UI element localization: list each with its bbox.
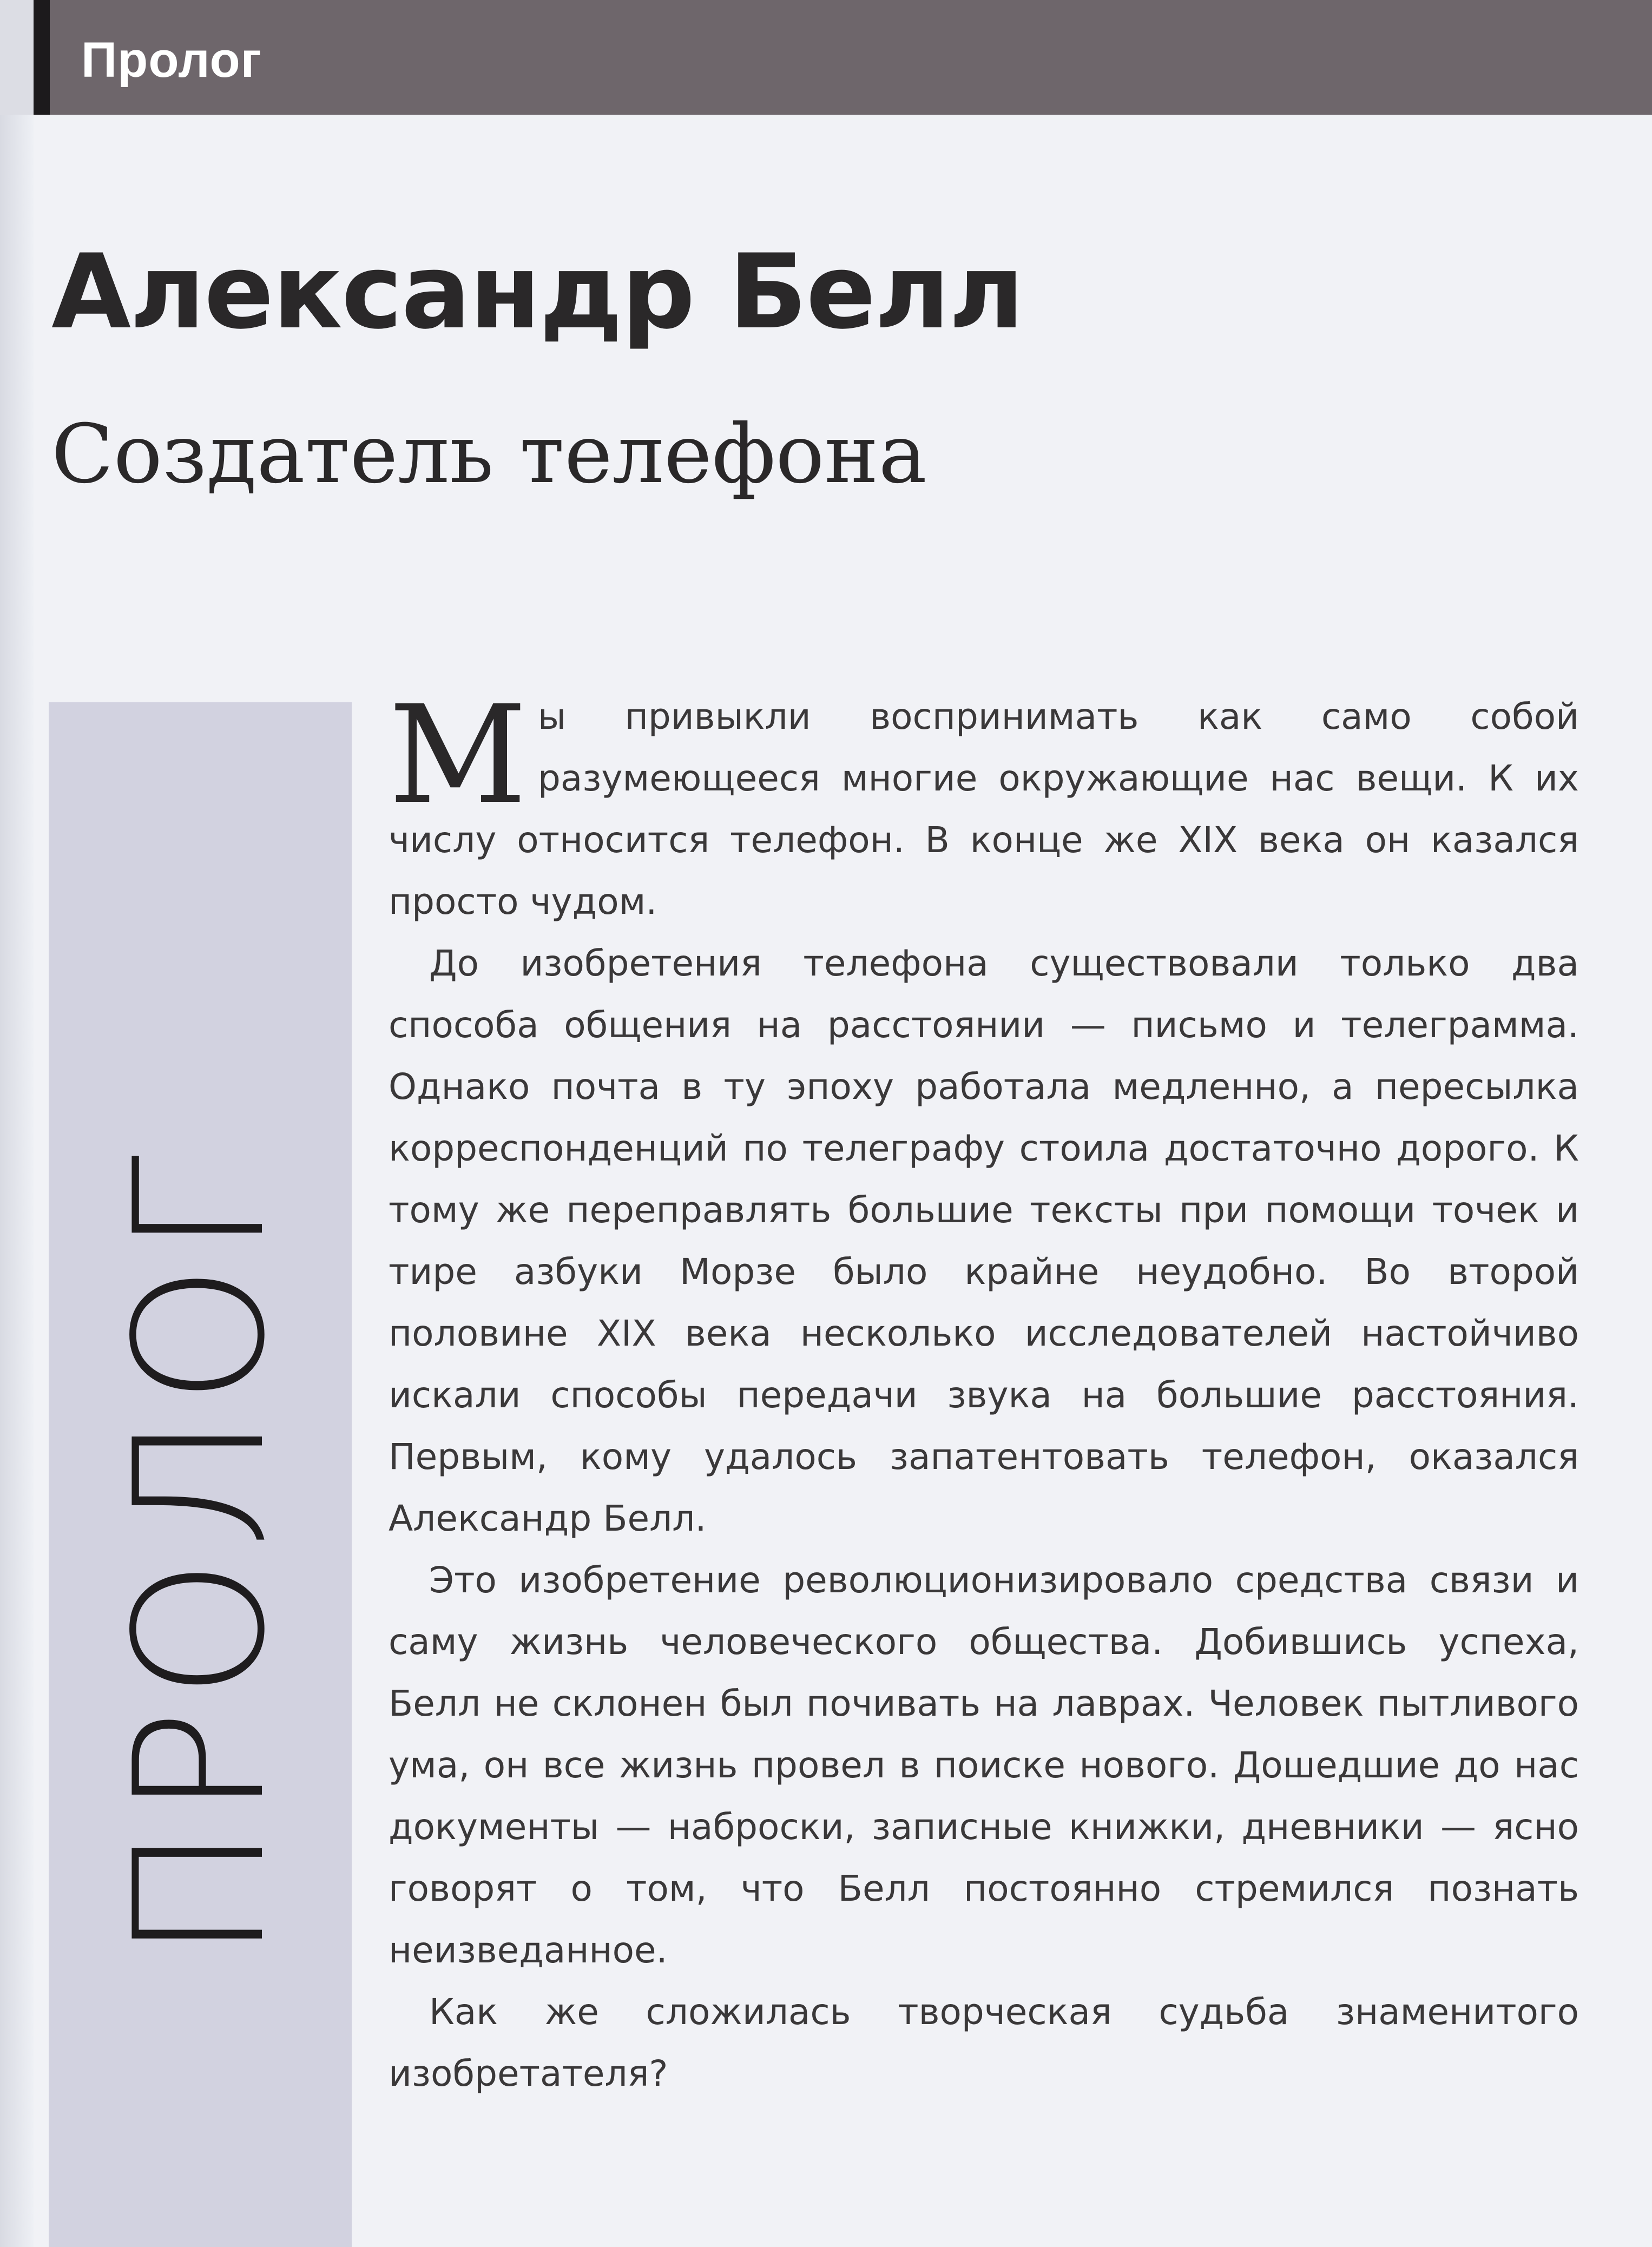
section-header-label: Пролог bbox=[81, 32, 262, 88]
paragraph-4: Как же сложилась творческая судьба знаменитого изобретателя? bbox=[389, 1991, 1579, 2094]
header-dark-stripe bbox=[34, 0, 50, 115]
page-scan-edge bbox=[0, 0, 34, 2247]
paragraph-3: Это изобретение революционизировало средства связи и саму жизнь человеческого общества. Добившись успеха, Белл не склонен был почивать на лаврах. Человек пытливого ума, он все жизнь провел в поиске нового. Дошедшие до нас документы — наброски, записные книжки, дневники — ясно говорят о том, что Белл постоянно стремился познать неизведанное. bbox=[389, 1559, 1579, 1971]
page-title: Александр Белл bbox=[51, 232, 1023, 352]
side-label: ПРОЛОГ bbox=[96, 1145, 304, 1961]
paragraph-1 bbox=[389, 676, 1579, 933]
paragraph-2: До изобретения телефона существовали только два способа общения на расстоянии — письмо и телеграмма. Однако почта в ту эпоху работала медленно, а пересылка корреспонденций по телеграфу стоила достаточно дорого. К тому же переправлять большие тексты при помощи точек и тире азбуки Морзе было крайне неудобно. Во второй половине XIX века несколько исследователей настойчиво искали способы передачи звука на большие расстояния. Первым, кому удалось запатентовать телефон, оказался Александр Белл. bbox=[389, 943, 1579, 1539]
section-header-bar bbox=[0, 0, 1652, 115]
drop-cap: М bbox=[389, 676, 527, 834]
body-text bbox=[389, 676, 1579, 2105]
page-subtitle: Создатель телефона bbox=[51, 407, 927, 502]
paragraph-1-text: ы привыкли воспринимать как само собой разумеющееся многие окружающие нас вещи. К их числу относится телефон. В конце же XIX века он казался просто чудом. bbox=[389, 696, 1579, 922]
header-left-stripe bbox=[0, 0, 34, 115]
